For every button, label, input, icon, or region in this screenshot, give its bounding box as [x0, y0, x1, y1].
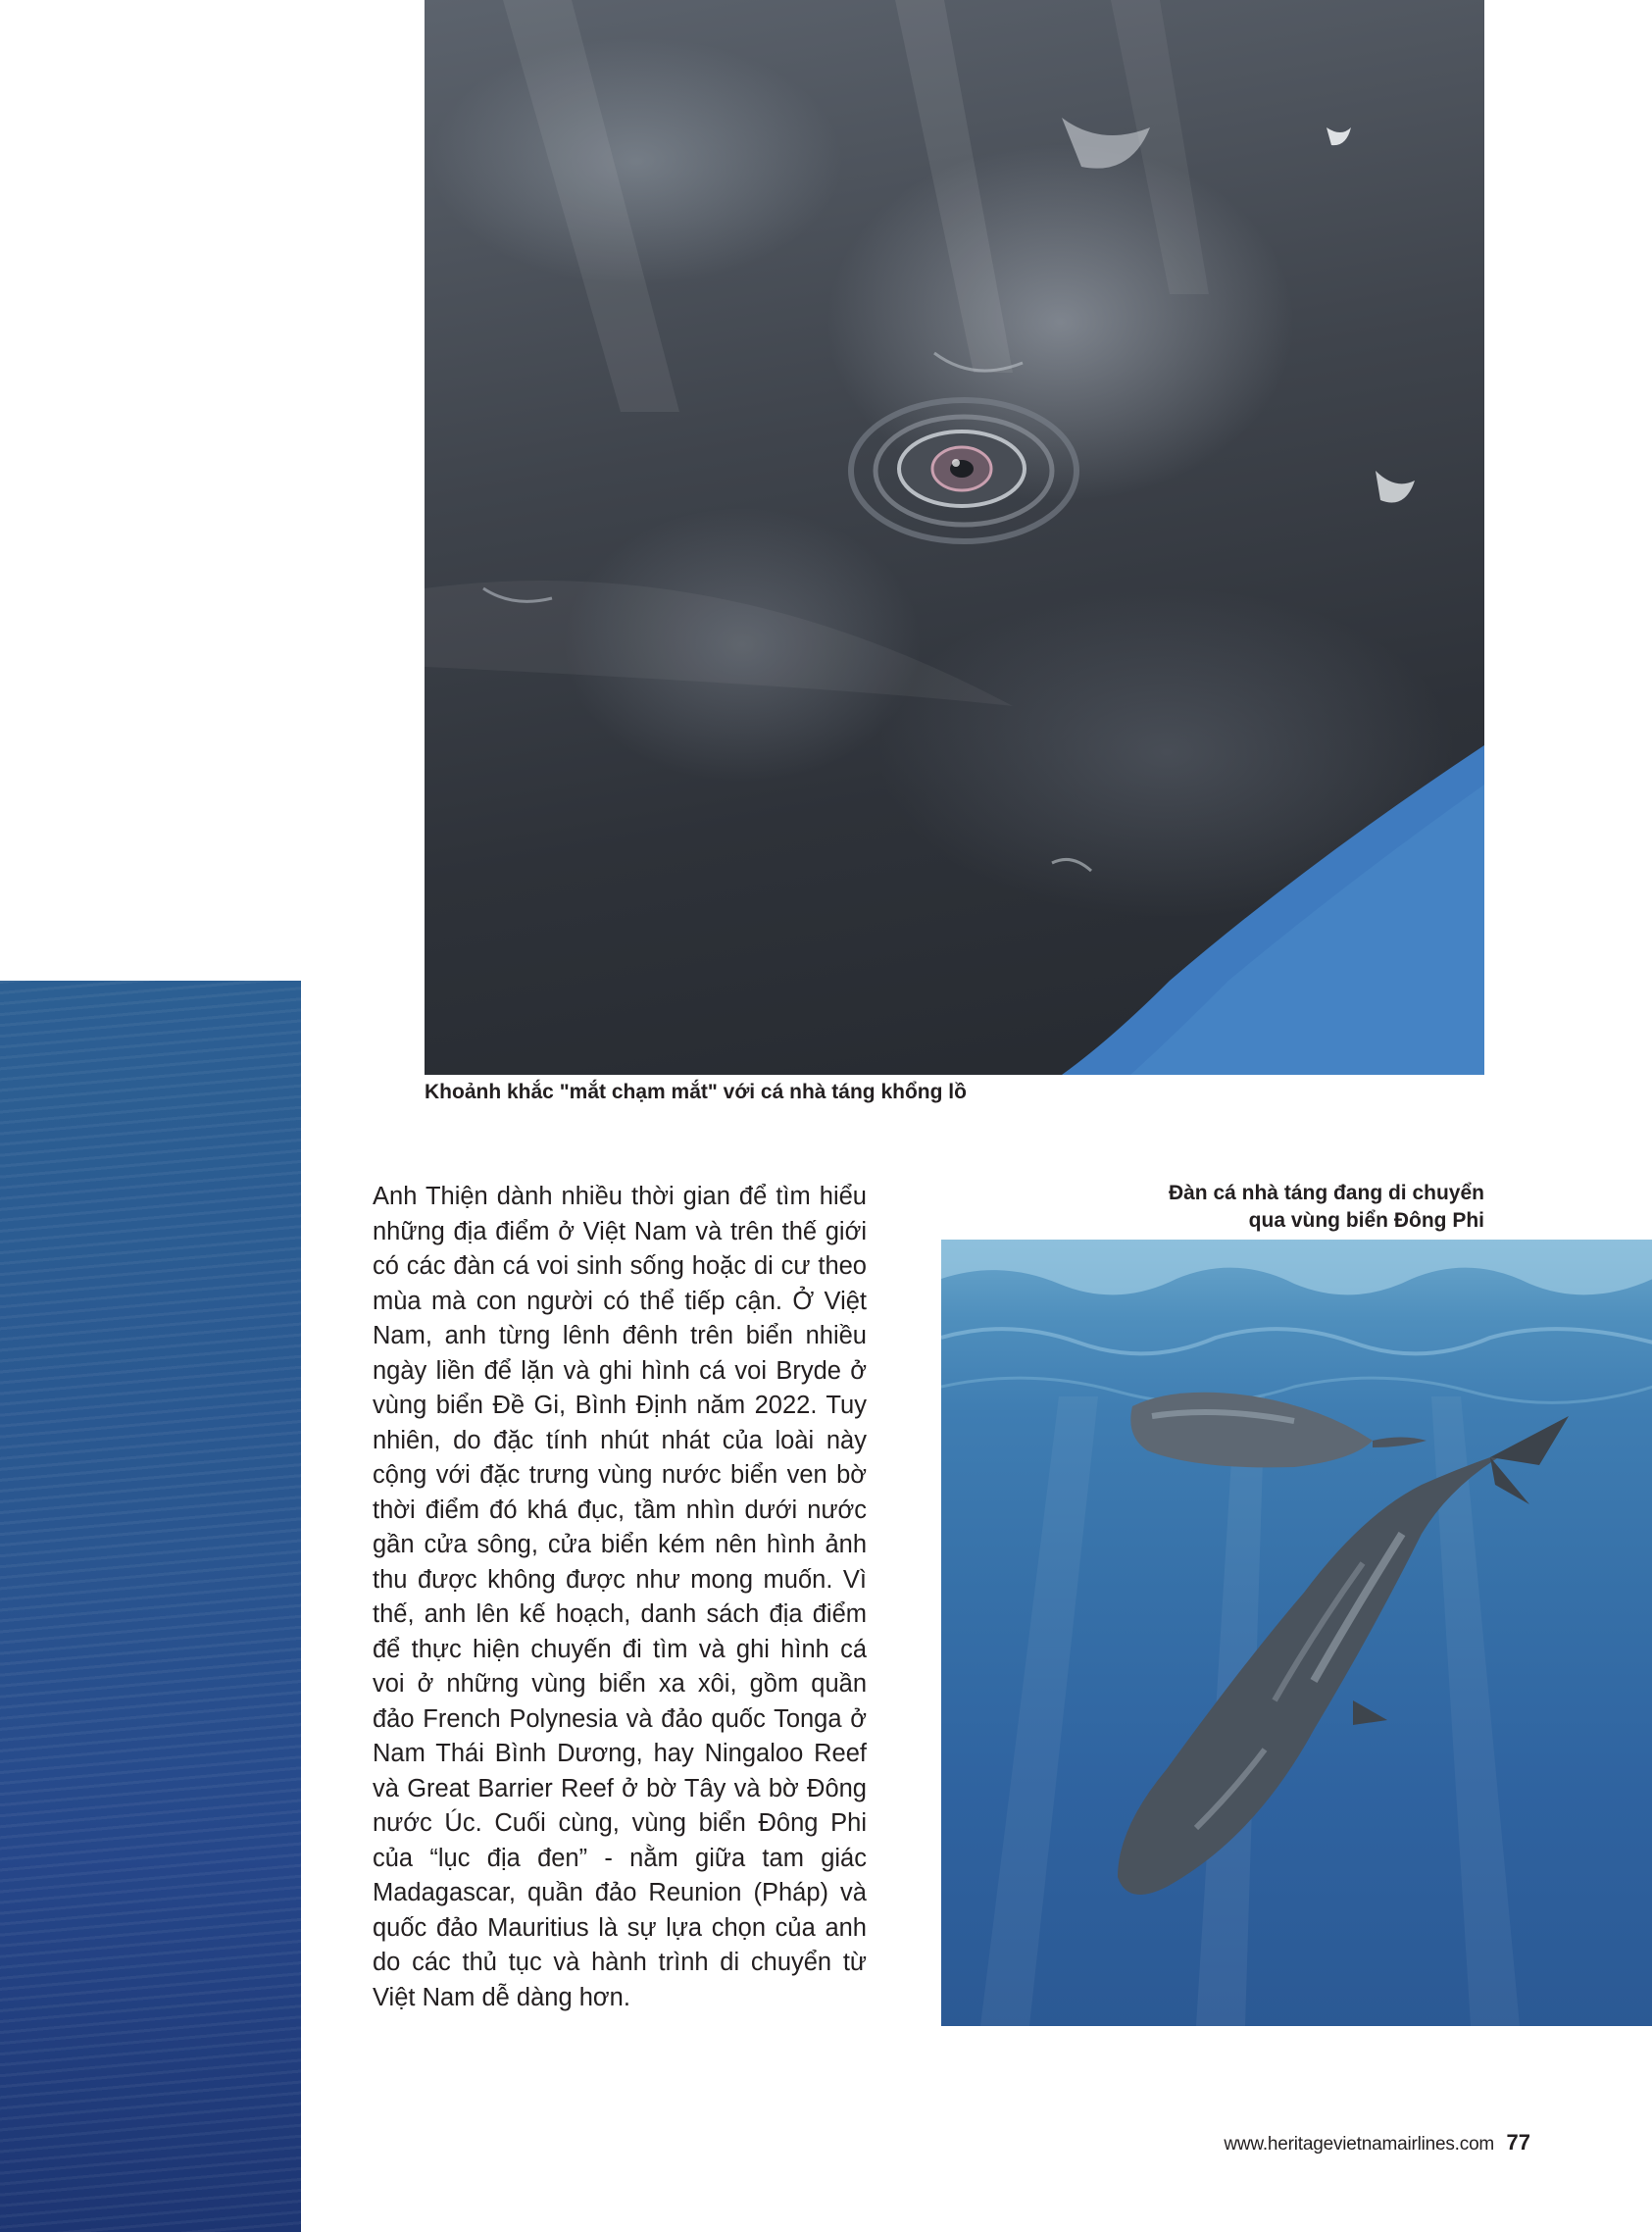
main-photo-caption: Khoảnh khắc "mắt chạm mắt" với cá nhà táng khổng lồ — [425, 1081, 967, 1103]
second-photo-caption-line2: qua vùng biển Đông Phi — [1248, 1209, 1484, 1232]
whale-eye-illustration — [425, 0, 1484, 1075]
second-photo-caption-line1: Đàn cá nhà táng đang di chuyển — [1168, 1182, 1484, 1204]
article-body-text: Anh Thiện dành nhiều thời gian để tìm hiểu những địa điểm ở Việt Nam và trên thế giới có các đàn cá voi sinh sống hoặc di cư theo mùa mà con người có thể tiếp cận. Ở Việt Nam, anh từng lênh đênh trên biển nhiều ngày liền để lặn và ghi hình cá voi Bryde ở vùng biển Đề Gi, Bình Định năm 2022. Tuy nhiên, do đặc tính nhút nhát của loài này cộng với đặc trưng vùng nước biển ven bờ thời điểm đó khá đục, tầm nhìn dưới nước gần cửa sông, cửa biển kém nên hình ảnh thu được không được như mong muốn. Vì thế, anh lên kế hoạch, danh sách địa điểm để thực hiện chuyến đi tìm và ghi hình cá voi ở những vùng biển xa xôi, gồm quần đảo French Polynesia và đảo quốc Tonga ở Nam Thái Bình Dương, hay Ningaloo Reef và Great Barrier Reef ở bờ Tây và bờ Đông nước Úc. Cuối cùng, vùng biển Đông Phi của “lục địa đen” - nằm giữa tam giác Madagascar, quần đảo Reunion (Pháp) và quốc đảo Mauritius là sự lựa chọn của anh do các thủ tục và hành trình di chuyển từ Việt Nam dễ dàng hơn. — [373, 1183, 867, 2011]
ocean-strip-photo — [0, 981, 301, 2232]
footer-url: www.heritagevietnamairlines.com — [1224, 2134, 1495, 2155]
page-number: 77 — [1506, 2130, 1530, 2155]
second-photo-caption — [1010, 1180, 1484, 1235]
sperm-whales-illustration — [941, 1240, 1652, 2026]
sperm-whales-photo — [941, 1240, 1652, 2026]
whale-eye-photo — [425, 0, 1484, 1075]
page-footer — [1224, 2130, 1530, 2156]
